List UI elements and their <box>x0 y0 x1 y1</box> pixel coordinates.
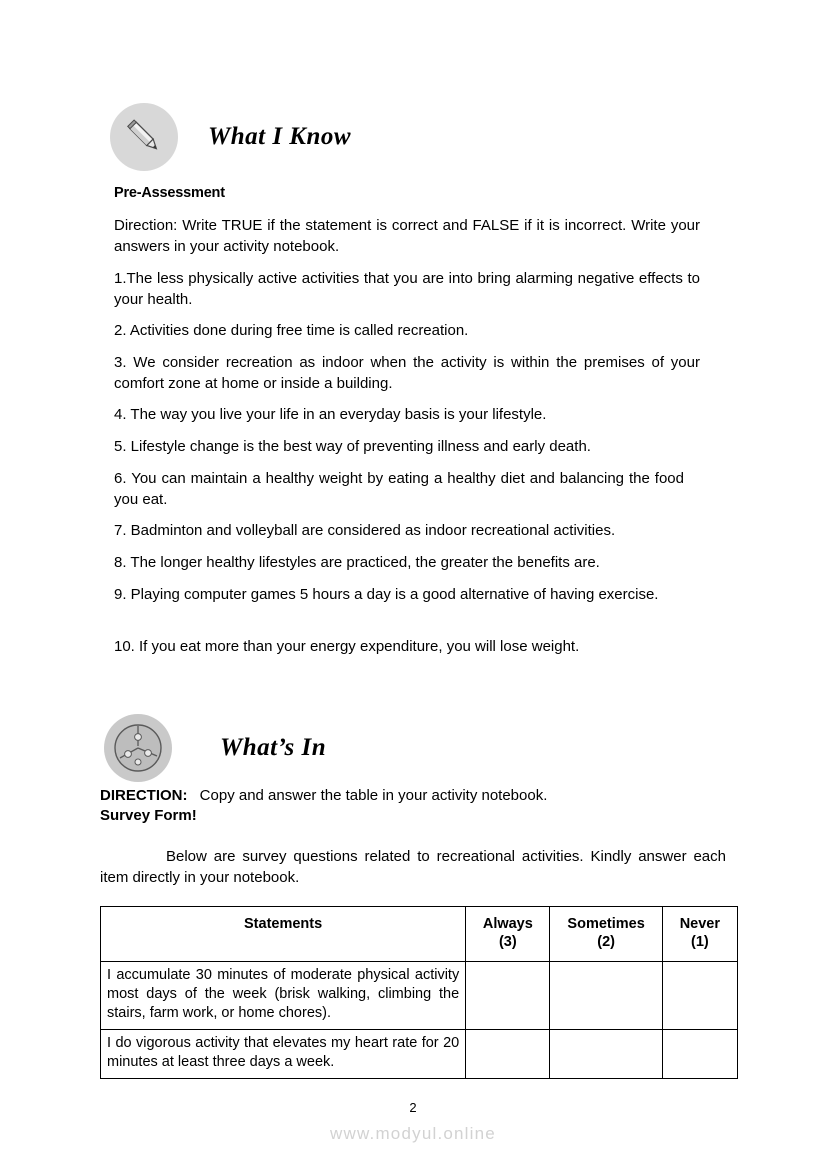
assessment-item-9: 9. Playing computer games 5 hours a day is a good alternative of having exercise. <box>114 586 659 603</box>
assessment-item-3: 3. We consider recreation as indoor when the activity is within the premises of your comfort zone at home or inside a building. <box>114 354 700 392</box>
survey-intro-text: Below are survey questions related to recreational activities. Kindly answer each item directly in your notebook. <box>100 848 726 886</box>
table-header-row <box>101 907 738 962</box>
survey-form-label: Survey Form! <box>100 807 197 824</box>
answer-cell-never-2[interactable] <box>662 1030 737 1079</box>
table-row <box>101 1030 738 1079</box>
answer-cell-always-1[interactable] <box>466 962 550 1030</box>
section-title-whats-in: What’s In <box>220 734 327 761</box>
assessment-item-8: 8. The longer healthy lifestyles are practiced, the greater the benefits are. <box>114 554 600 571</box>
section-header-what-i-know <box>110 103 351 171</box>
direction-text: Direction: Write TRUE if the statement is correct and FALSE if it is incorrect. Write your answers in your activity notebook. <box>114 217 700 255</box>
column-header-never <box>662 907 737 962</box>
answer-cell-sometimes-2[interactable] <box>550 1030 662 1079</box>
column-header-always-label: Always <box>482 916 533 932</box>
assessment-item-1: 1.The less physically active activities that you are into bring alarming negative effects to your health. <box>114 270 700 308</box>
assessment-item-7: 7. Badminton and volleyball are considered as indoor recreational activities. <box>114 522 616 539</box>
watermark: www.modyul.online <box>330 1124 496 1143</box>
column-header-sometimes-score: (2) <box>597 934 615 950</box>
pencil-icon <box>110 103 178 171</box>
assessment-item-4: 4. The way you live your life in an everyday basis is your lifestyle. <box>114 406 547 423</box>
direction-body: Copy and answer the table in your activity notebook. <box>199 787 548 804</box>
column-header-statements-label: Statements <box>244 916 323 932</box>
column-header-never-score: (1) <box>691 934 709 950</box>
answer-cell-always-2[interactable] <box>466 1030 550 1079</box>
column-header-statements <box>101 907 466 962</box>
answer-cell-sometimes-1[interactable] <box>550 962 662 1030</box>
column-header-always-score: (3) <box>498 934 517 950</box>
column-header-sometimes-label: Sometimes <box>567 916 645 932</box>
assessment-item-5: 5. Lifestyle change is the best way of preventing illness and early death. <box>114 438 591 455</box>
statement-cell-2: I do vigorous activity that elevates my heart rate for 20 minutes at least three days a week. <box>101 1030 466 1079</box>
column-header-sometimes <box>550 907 662 962</box>
assessment-item-2: 2. Activities done during free time is called recreation. <box>114 322 469 339</box>
statement-cell-1: I accumulate 30 minutes of moderate physical activity most days of the week (brisk walking, climbing the stairs, farm work, or home chores). <box>101 962 466 1030</box>
table-row <box>101 962 738 1030</box>
assessment-item-6: 6. You can maintain a healthy weight by eating a healthy diet and balancing the food you eat. <box>114 470 684 508</box>
puzzle-icon <box>104 714 172 782</box>
pre-assessment-subheading: Pre-Assessment <box>114 185 225 201</box>
whats-in-direction <box>100 785 720 806</box>
section-title-what-i-know: What I Know <box>208 123 352 150</box>
direction-label: DIRECTION: <box>100 787 188 804</box>
section-header-whats-in <box>104 714 326 782</box>
column-header-always <box>466 907 550 962</box>
answer-cell-never-1[interactable] <box>662 962 737 1030</box>
assessment-item-10: 10. If you eat more than your energy expenditure, you will lose weight. <box>114 638 580 655</box>
page-number: 2 <box>409 1100 417 1115</box>
survey-table <box>100 906 738 1079</box>
column-header-never-label: Never <box>679 916 721 932</box>
